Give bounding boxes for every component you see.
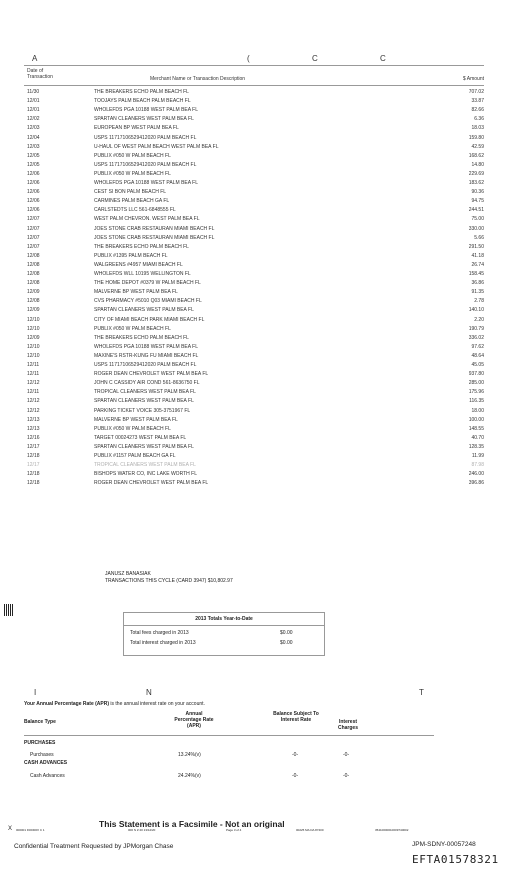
- transaction-amount: 82.66: [471, 107, 484, 114]
- transaction-description: SPARTAN CLEANERS WEST PALM BEA FL: [94, 307, 194, 314]
- transaction-description: CITY OF MIAMI BEACH PARK MIAMI BEACH FL: [94, 316, 205, 323]
- footer-code-mid2: 00225 MA DA 87400: [296, 828, 324, 832]
- transaction-description: TOOJAYS PALM BEACH PALM BEACH FL: [94, 98, 191, 105]
- apr-explanation: [24, 701, 205, 707]
- transaction-description: PUBLIX #050 W PALM BEACH FL: [94, 170, 171, 177]
- transaction-date: 12/07: [27, 234, 40, 241]
- totals-divider: [124, 625, 324, 626]
- table-row: [24, 206, 484, 215]
- transaction-description: JOES STONE CRAB RESTAURAN MIAMI BEACH FL: [94, 234, 215, 241]
- table-row: [24, 297, 484, 306]
- transaction-date: 12/06: [27, 189, 40, 196]
- section-letter-n: N: [146, 688, 152, 697]
- transaction-description: JOHN C CASSIDY AIR COND 561-8636750 FL: [94, 380, 200, 387]
- transaction-date: 12/01: [27, 98, 40, 105]
- table-row: [24, 470, 484, 479]
- transaction-amount: 18.00: [471, 407, 484, 414]
- table-row: [24, 170, 484, 179]
- transaction-date: 12/06: [27, 180, 40, 186]
- transaction-date: 12/08: [27, 298, 40, 305]
- transaction-date: 12/06: [27, 198, 40, 205]
- header-paren: (: [247, 54, 250, 63]
- transaction-amount: 26.74: [471, 261, 484, 268]
- transaction-amount: 48.64: [471, 352, 484, 359]
- transaction-description: ROGER DEAN CHEVROLET WEST PALM BEA FL: [94, 480, 209, 487]
- table-row: [24, 379, 484, 388]
- column-header-date: Date of Transaction: [27, 68, 53, 80]
- table-row: [24, 361, 484, 370]
- table-row: [24, 97, 484, 106]
- transaction-description: SPARTAN CLEANERS WEST PALM BEA FL: [94, 398, 194, 405]
- purchases-heading: PURCHASES: [24, 740, 56, 746]
- cycle-summary: TRANSACTIONS THIS CYCLE (CARD 3947) $10,802.97: [105, 578, 233, 584]
- table-row: [24, 234, 484, 243]
- section-letter-t: T: [419, 688, 424, 697]
- transaction-amount: 97.62: [471, 343, 484, 350]
- transaction-amount: 291.50: [468, 243, 484, 250]
- footer-page-number: Page 3 of 4: [226, 828, 242, 832]
- table-row: [24, 261, 484, 270]
- transaction-date: 12/07: [27, 225, 40, 232]
- transaction-amount: 148.55: [468, 425, 484, 432]
- transaction-date: 12/10: [27, 325, 40, 332]
- fees-value: $0.00: [280, 630, 293, 636]
- facsimile-notice: This Statement is a Facsimile - Not an original: [99, 819, 285, 829]
- transaction-amount: 18.03: [471, 125, 484, 132]
- transaction-amount: 336.02: [468, 334, 484, 341]
- transaction-description: MAXINE'S RSTR-KUNG FU MIAMI BEACH FL: [94, 352, 199, 359]
- header-top-rule: [24, 65, 484, 66]
- transaction-date: 12/10: [27, 343, 40, 350]
- transaction-description: U-HAUL OF WEST PALM BEACH WEST PALM BEA FL: [94, 143, 219, 150]
- cash-advances-heading: CASH ADVANCES: [24, 760, 68, 766]
- transaction-date: 12/05: [27, 161, 40, 168]
- purchases-apr: 13.24%(v): [178, 752, 201, 758]
- transaction-date: 12/06: [27, 170, 40, 177]
- transaction-amount: 168.62: [468, 152, 484, 159]
- cash-advances-label: Cash Advances: [30, 773, 65, 779]
- apr-explanation-rest: is the annual interest rate on your account.: [109, 701, 205, 707]
- transaction-amount: 285.00: [468, 380, 484, 387]
- transaction-amount: 14.80: [471, 161, 484, 168]
- bates-number-jpm: JPM-SDNY-00057248: [412, 841, 476, 848]
- transaction-date: 12/09: [27, 307, 40, 314]
- table-row: [24, 370, 484, 379]
- table-row: [24, 334, 484, 343]
- table-row: [24, 279, 484, 288]
- transaction-date: 12/08: [27, 252, 40, 259]
- qr-code-icon: [4, 604, 14, 616]
- interest-value: $0.00: [280, 640, 293, 646]
- transaction-description: USPS 11717106529412020 PALM BEACH FL: [94, 362, 197, 368]
- transaction-description: MALVERNE BP WEST PALM BEA FL: [94, 416, 178, 423]
- cash-advances-apr: 24.24%(v): [178, 773, 201, 779]
- cash-advances-interest: -0-: [343, 773, 350, 779]
- table-row: [24, 452, 484, 461]
- table-row: [24, 479, 484, 488]
- transaction-description: WHOLEFDS PGA 10188 WEST PALM BEA FL: [94, 343, 199, 350]
- apr-header-rule: [24, 735, 434, 736]
- transaction-amount: 330.00: [468, 225, 484, 232]
- transaction-description: PUBLIX #1157 PALM BEACH GA FL: [94, 453, 176, 459]
- table-row: [24, 288, 484, 297]
- transaction-description: PUBLIX #1395 PALM BEACH FL: [94, 252, 168, 259]
- bates-number-efta: EFTA01578321: [412, 853, 499, 866]
- table-row: [24, 106, 484, 115]
- transaction-description: THE HOME DEPOT #0379 W PALM BEACH FL: [94, 280, 201, 287]
- table-row: [24, 188, 484, 197]
- table-row: [24, 352, 484, 361]
- transaction-amount: 100.00: [468, 416, 484, 423]
- transaction-description: THE BREAKERS ECHO PALM BEACH FL: [94, 89, 189, 95]
- transaction-amount: 937.80: [468, 371, 484, 378]
- table-row: [24, 388, 484, 397]
- transaction-date: 12/02: [27, 116, 40, 123]
- transaction-date: 12/11: [27, 371, 40, 378]
- transaction-amount: 183.62: [468, 180, 484, 186]
- transaction-amount: 91.35: [471, 289, 484, 296]
- transaction-description: CEST SI BON PALM BEACH FL: [94, 189, 167, 196]
- fees-label: Total fees charged in 2013: [130, 630, 189, 636]
- transaction-date: 12/12: [27, 398, 40, 405]
- footer-code-left: 000001 F00300X C 1: [16, 828, 45, 832]
- transaction-date: 12/03: [27, 125, 40, 132]
- transaction-date: 12/08: [27, 261, 40, 268]
- transaction-date: 12/04: [27, 134, 40, 141]
- transaction-amount: 190.79: [468, 325, 484, 332]
- transaction-amount: 140.10: [468, 307, 484, 314]
- transaction-date: 12/09: [27, 334, 40, 341]
- transaction-amount: 246.00: [468, 471, 484, 478]
- transaction-amount: 45.05: [471, 362, 484, 368]
- table-row: [24, 161, 484, 170]
- table-row: [24, 416, 484, 425]
- cardholder-name: JANUSZ BANASIAK: [105, 571, 151, 577]
- interest-row: [130, 640, 318, 646]
- ytd-totals-box: [123, 612, 325, 656]
- table-row: [24, 325, 484, 334]
- transaction-amount: 244.51: [468, 207, 484, 214]
- transaction-date: 11/30: [27, 89, 40, 95]
- table-row: [24, 252, 484, 261]
- transaction-date: 12/10: [27, 316, 40, 323]
- transaction-date: 12/13: [27, 425, 40, 432]
- transaction-date: 12/09: [27, 289, 40, 296]
- transaction-amount: 6.36: [474, 116, 484, 123]
- purchases-label: Purchases: [30, 752, 54, 758]
- transaction-date: 12/05: [27, 152, 40, 159]
- transaction-amount: 11.99: [471, 453, 484, 459]
- transaction-date: 12/13: [27, 416, 40, 423]
- table-row: [24, 443, 484, 452]
- table-row: [24, 270, 484, 279]
- transaction-amount: 159.80: [468, 134, 484, 141]
- table-row: [24, 143, 484, 152]
- transaction-amount: 94.75: [471, 198, 484, 205]
- transaction-description: WALGREENS #4957 MIAMI BEACH FL: [94, 261, 183, 268]
- transaction-date: 12/06: [27, 207, 40, 214]
- header-bottom-rule: [24, 85, 484, 86]
- confidential-notice: Confidential Treatment Requested by JPMorgan Chase: [14, 843, 174, 850]
- table-row: [24, 88, 484, 97]
- transaction-description: PUBLIX #050 W PALM BEACH FL: [94, 152, 171, 159]
- transaction-amount: 2.78: [474, 298, 484, 305]
- transaction-description: BISHOPS WATER CO, INC LAKE WORTH FL: [94, 471, 197, 478]
- purchases-balance: -0-: [292, 752, 299, 758]
- purchases-interest: -0-: [343, 752, 350, 758]
- transaction-date: 12/12: [27, 407, 40, 414]
- header-letter-a: A: [32, 54, 38, 63]
- transaction-date: 12/17: [27, 443, 40, 450]
- transaction-description: JOES STONE CRAB RESTAURAN MIAMI BEACH FL: [94, 225, 215, 232]
- transaction-description: WHOLEFDS WLL 10195 WELLINGTON FL: [94, 271, 191, 277]
- transaction-description: WEST PALM CHEVRON. WEST PALM BEA FL: [94, 216, 200, 223]
- transaction-description: TARGET 00024273 WEST PALM BEA FL: [94, 434, 187, 441]
- transaction-amount: 229.69: [468, 170, 484, 177]
- transaction-description: THE BREAKERS ECHO PALM BEACH FL: [94, 243, 189, 250]
- table-row: [24, 225, 484, 234]
- transaction-date: 12/16: [27, 434, 40, 441]
- transaction-date: 12/12: [27, 380, 40, 387]
- transaction-amount: 128.35: [468, 443, 484, 450]
- transaction-description: WHOLEFDS PGA 10188 WEST PALM BEA FL: [94, 180, 199, 186]
- column-header-amount: $ Amount: [462, 76, 484, 82]
- table-row: [24, 152, 484, 161]
- cash-advances-balance: -0-: [292, 773, 299, 779]
- table-row: [24, 124, 484, 133]
- transaction-description: WHOLEFDS PGA 10188 WEST PALM BEA FL: [94, 107, 199, 114]
- footer-x-mark: X: [8, 826, 13, 832]
- table-row: [24, 343, 484, 352]
- table-row: [24, 215, 484, 224]
- footer-code-right: 35410000010009740002: [375, 828, 409, 832]
- interest-label: Total interest charged in 2013: [130, 640, 196, 646]
- apr-col-interest-charges: Interest Charges: [337, 719, 358, 731]
- transaction-amount: 90.36: [471, 189, 484, 196]
- row-highlight-band: [0, 462, 512, 470]
- apr-col-rate: Annual Percentage Rate (APR): [174, 711, 214, 729]
- table-row: [24, 115, 484, 124]
- transaction-description: CARLSTEDTS LLC 561-6848555 FL: [94, 207, 176, 214]
- table-row: [24, 134, 484, 143]
- transaction-amount: 40.70: [471, 434, 484, 441]
- transaction-amount: 2.20: [474, 316, 484, 323]
- transaction-description: SPARTAN CLEANERS WEST PALM BEA FL: [94, 116, 194, 123]
- transaction-description: PUBLIX #050 W PALM BEACH FL: [94, 425, 171, 432]
- table-row: [24, 434, 484, 443]
- apr-col-balance-subject: Balance Subject To Interest Rate: [273, 711, 319, 723]
- transaction-date: 12/11: [27, 389, 40, 396]
- table-row: [24, 197, 484, 206]
- header-letter-c2: C: [380, 54, 386, 63]
- apr-explanation-bold: Your Annual Percentage Rate (APR): [24, 701, 110, 707]
- transaction-description: THE BREAKERS ECHO PALM BEACH FL: [94, 334, 189, 341]
- ytd-totals-title: 2013 Totals Year-to-Date: [195, 616, 253, 622]
- transaction-date: 12/18: [27, 480, 40, 487]
- transaction-date: 12/11: [27, 362, 40, 368]
- transaction-amount: 75.00: [471, 216, 484, 223]
- transaction-description: USPS 11717106529412020 PALM BEACH FL: [94, 161, 197, 168]
- fees-row: [130, 630, 318, 636]
- transaction-description: SPARTAN CLEANERS WEST PALM BEA FL: [94, 443, 194, 450]
- transaction-description: PUBLIX #050 W PALM BEACH FL: [94, 325, 171, 332]
- table-row: [24, 397, 484, 406]
- transaction-date: 12/08: [27, 280, 40, 287]
- transaction-date: 12/10: [27, 352, 40, 359]
- transaction-amount: 33.87: [471, 98, 484, 105]
- transaction-date: 12/18: [27, 471, 40, 478]
- transaction-date: 12/18: [27, 453, 40, 459]
- transaction-amount: 707.02: [468, 89, 484, 95]
- apr-col-balance-type: Balance Type: [24, 719, 56, 725]
- column-header-merchant: Merchant Name or Transaction Description: [150, 76, 246, 82]
- transaction-description: TROPICAL CLEANERS WEST PALM BEA FL: [94, 389, 196, 396]
- transaction-date: 12/01: [27, 107, 40, 114]
- header-letter-c1: C: [312, 54, 318, 63]
- transaction-date: 12/07: [27, 243, 40, 250]
- transaction-date: 12/08: [27, 271, 40, 277]
- transaction-amount: 42.59: [471, 143, 484, 150]
- transaction-date: 12/07: [27, 216, 40, 223]
- transaction-amount: 158.45: [468, 271, 484, 277]
- table-row: [24, 316, 484, 325]
- table-row: [24, 179, 484, 188]
- table-row: [24, 243, 484, 252]
- transaction-amount: 36.86: [471, 280, 484, 287]
- transaction-description: CARMINES PALM BEACH GA FL: [94, 198, 170, 205]
- transaction-description: ROGER DEAN CHEVROLET WEST PALM BEA FL: [94, 371, 209, 378]
- transaction-description: MALVERNE BP WEST PALM BEA FL: [94, 289, 178, 296]
- transaction-amount: 396.86: [468, 480, 484, 487]
- transaction-amount: 41.18: [471, 252, 484, 259]
- table-row: [24, 425, 484, 434]
- table-row: [24, 306, 484, 315]
- table-row: [24, 407, 484, 416]
- transaction-description: PARKING TICKET VOICE 305-3751967 FL: [94, 407, 191, 414]
- transaction-date: 12/03: [27, 143, 40, 150]
- transaction-description: CVS PHARMACY #5010 Q03 MIAMI BEACH FL: [94, 298, 202, 305]
- transaction-description: USPS 11717106529412020 PALM BEACH FL: [94, 134, 197, 141]
- section-letter-i: I: [34, 688, 37, 697]
- transaction-description: EUROPEAN BP WEST PALM BEA FL: [94, 125, 179, 132]
- transaction-amount: 175.96: [468, 389, 484, 396]
- footer-code-mid1: 000 N Z 20 13/12/20: [128, 828, 156, 832]
- transaction-amount: 5.66: [474, 234, 484, 241]
- transaction-amount: 116.35: [469, 398, 484, 405]
